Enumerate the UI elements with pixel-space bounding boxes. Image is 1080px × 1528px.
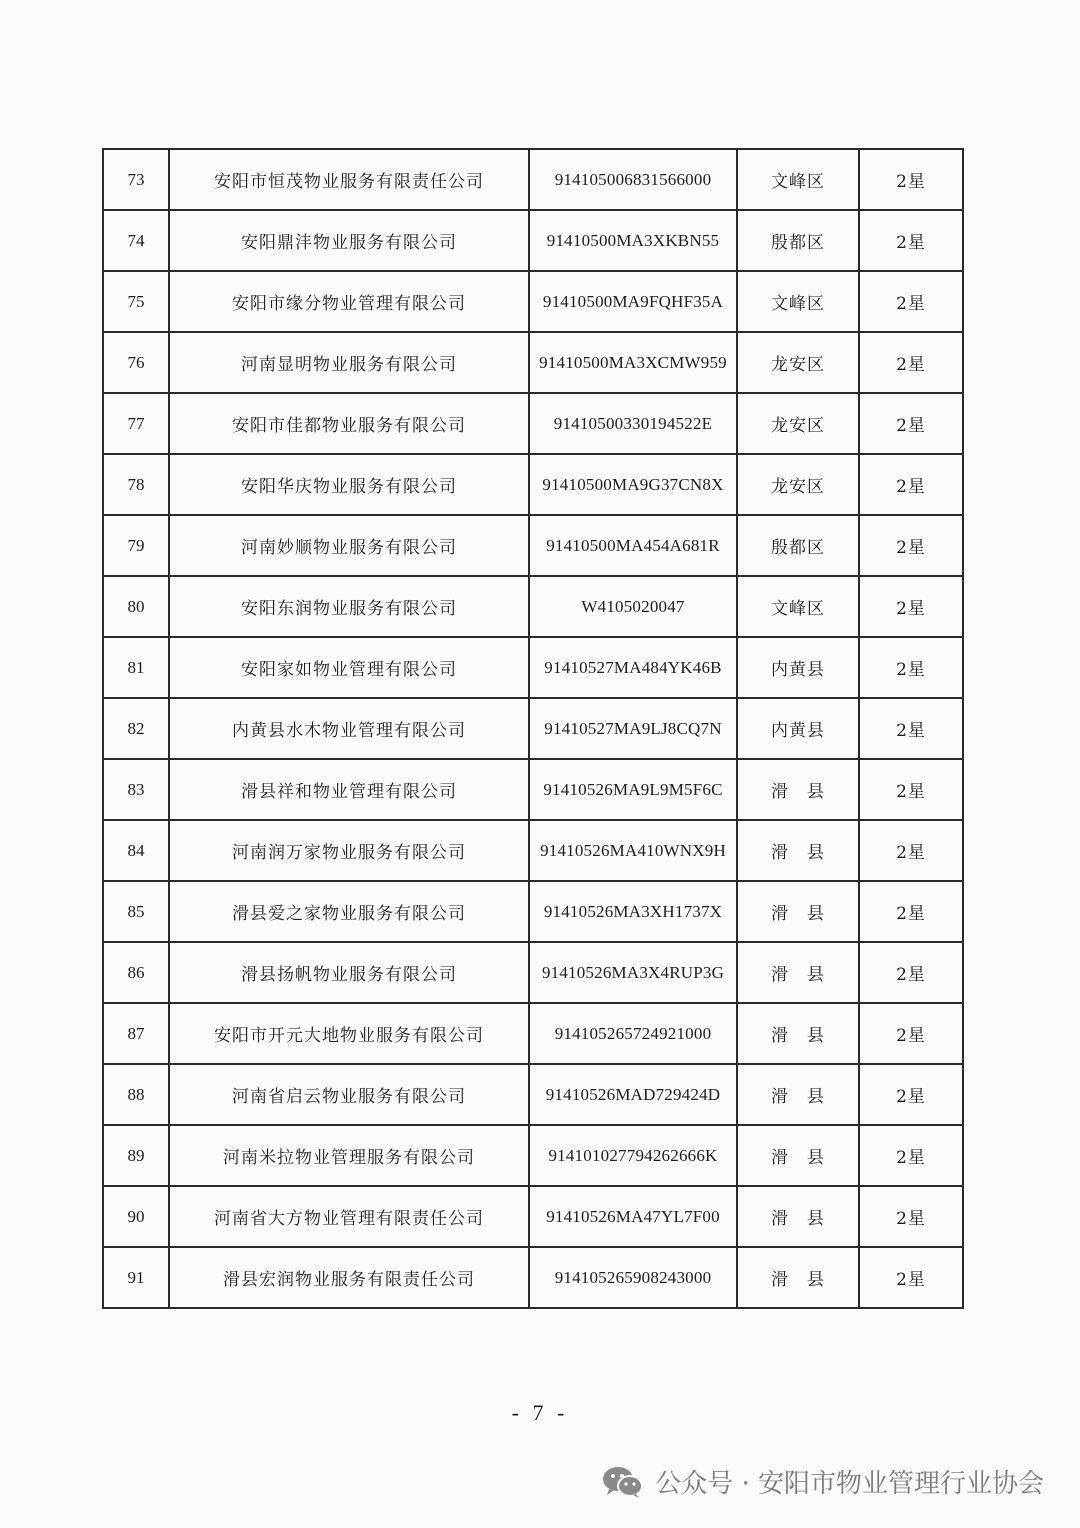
district: 龙安区 [737, 454, 859, 515]
district: 滑 县 [737, 759, 859, 820]
star-rating: 2星 [859, 820, 963, 881]
district: 滑 县 [737, 1064, 859, 1125]
star-rating: 2星 [859, 393, 963, 454]
row-number: 86 [103, 942, 169, 1003]
credit-code: 914105265724921000 [529, 1003, 737, 1064]
credit-code: 91410527MA484YK46B [529, 637, 737, 698]
table-row [103, 637, 963, 698]
district: 内黄县 [737, 637, 859, 698]
district: 文峰区 [737, 149, 859, 210]
row-number: 89 [103, 1125, 169, 1186]
table-row [103, 210, 963, 271]
credit-code: 91410526MAD729424D [529, 1064, 737, 1125]
district: 殷都区 [737, 210, 859, 271]
row-number: 84 [103, 820, 169, 881]
row-number: 85 [103, 881, 169, 942]
table-row [103, 1064, 963, 1125]
credit-code: 91410526MA410WNX9H [529, 820, 737, 881]
star-rating: 2星 [859, 1247, 963, 1308]
star-rating: 2星 [859, 515, 963, 576]
star-rating: 2星 [859, 942, 963, 1003]
company-name: 滑县祥和物业管理有限公司 [169, 759, 529, 820]
district: 滑 县 [737, 1247, 859, 1308]
page-number: - 7 - [511, 1400, 569, 1425]
row-number: 73 [103, 149, 169, 210]
star-rating: 2星 [859, 1186, 963, 1247]
star-rating: 2星 [859, 271, 963, 332]
district: 龙安区 [737, 332, 859, 393]
credit-code: W4105020047 [529, 576, 737, 637]
company-name: 河南省大方物业管理有限责任公司 [169, 1186, 529, 1247]
company-name: 安阳市恒茂物业服务有限责任公司 [169, 149, 529, 210]
wechat-icon [601, 1464, 645, 1500]
company-name: 安阳家如物业管理有限公司 [169, 637, 529, 698]
table-row [103, 332, 963, 393]
table-row [103, 271, 963, 332]
row-number: 79 [103, 515, 169, 576]
company-name: 安阳市缘分物业管理有限公司 [169, 271, 529, 332]
row-number: 91 [103, 1247, 169, 1308]
star-rating: 2星 [859, 698, 963, 759]
watermark-text: 公众号 · 安阳市物业管理行业协会 [655, 1469, 1044, 1499]
table-row [103, 698, 963, 759]
company-name: 安阳华庆物业服务有限公司 [169, 454, 529, 515]
row-number: 87 [103, 1003, 169, 1064]
district: 内黄县 [737, 698, 859, 759]
district: 滑 县 [737, 1003, 859, 1064]
district: 滑 县 [737, 1125, 859, 1186]
row-number: 78 [103, 454, 169, 515]
enterprise-table [102, 148, 962, 1309]
table-row [103, 759, 963, 820]
table-row [103, 1125, 963, 1186]
credit-code: 91410500MA3XKBN55 [529, 210, 737, 271]
credit-code: 914105006831566000 [529, 149, 737, 210]
district: 文峰区 [737, 576, 859, 637]
credit-code: 914101027794262666K [529, 1125, 737, 1186]
table-row [103, 515, 963, 576]
company-name: 河南米拉物业管理服务有限公司 [169, 1125, 529, 1186]
row-number: 88 [103, 1064, 169, 1125]
credit-code: 91410500330194522E [529, 393, 737, 454]
table-body [103, 149, 963, 1308]
table-row [103, 820, 963, 881]
company-name: 内黄县水木物业管理有限公司 [169, 698, 529, 759]
company-name: 河南省启云物业服务有限公司 [169, 1064, 529, 1125]
star-rating: 2星 [859, 149, 963, 210]
company-name: 安阳鼎沣物业服务有限公司 [169, 210, 529, 271]
company-name: 河南妙顺物业服务有限公司 [169, 515, 529, 576]
table-row [103, 1186, 963, 1247]
table-row [103, 393, 963, 454]
company-name: 安阳市佳都物业服务有限公司 [169, 393, 529, 454]
company-name: 滑县宏润物业服务有限责任公司 [169, 1247, 529, 1308]
star-rating: 2星 [859, 881, 963, 942]
district: 滑 县 [737, 881, 859, 942]
district: 滑 县 [737, 942, 859, 1003]
credit-code: 91410500MA9G37CN8X [529, 454, 737, 515]
star-rating: 2星 [859, 454, 963, 515]
table-row [103, 454, 963, 515]
star-rating: 2星 [859, 1125, 963, 1186]
star-rating: 2星 [859, 332, 963, 393]
star-rating: 2星 [859, 1064, 963, 1125]
company-name: 滑县爱之家物业服务有限公司 [169, 881, 529, 942]
row-number: 82 [103, 698, 169, 759]
star-rating: 2星 [859, 576, 963, 637]
credit-code: 91410526MA3X4RUP3G [529, 942, 737, 1003]
district: 殷都区 [737, 515, 859, 576]
row-number: 76 [103, 332, 169, 393]
star-rating: 2星 [859, 637, 963, 698]
watermark [601, 1463, 1044, 1500]
company-name: 滑县扬帆物业服务有限公司 [169, 942, 529, 1003]
row-number: 83 [103, 759, 169, 820]
company-name: 河南润万家物业服务有限公司 [169, 820, 529, 881]
credit-code: 91410526MA47YL7F00 [529, 1186, 737, 1247]
table-row [103, 942, 963, 1003]
credit-code: 91410500MA454A681R [529, 515, 737, 576]
district: 滑 县 [737, 1186, 859, 1247]
table-row [103, 1247, 963, 1308]
credit-code: 91410526MA9L9M5F6C [529, 759, 737, 820]
credit-code: 91410527MA9LJ8CQ7N [529, 698, 737, 759]
credit-code: 91410526MA3XH1737X [529, 881, 737, 942]
row-number: 74 [103, 210, 169, 271]
company-name: 安阳市开元大地物业服务有限公司 [169, 1003, 529, 1064]
row-number: 81 [103, 637, 169, 698]
row-number: 80 [103, 576, 169, 637]
district: 龙安区 [737, 393, 859, 454]
company-name: 河南显明物业服务有限公司 [169, 332, 529, 393]
table-row [103, 149, 963, 210]
credit-code: 914105265908243000 [529, 1247, 737, 1308]
row-number: 77 [103, 393, 169, 454]
row-number: 90 [103, 1186, 169, 1247]
star-rating: 2星 [859, 759, 963, 820]
district: 滑 县 [737, 820, 859, 881]
row-number: 75 [103, 271, 169, 332]
company-name: 安阳东润物业服务有限公司 [169, 576, 529, 637]
credit-code: 91410500MA9FQHF35A [529, 271, 737, 332]
table-row [103, 576, 963, 637]
table-row [103, 1003, 963, 1064]
star-rating: 2星 [859, 210, 963, 271]
star-rating: 2星 [859, 1003, 963, 1064]
table-row [103, 881, 963, 942]
credit-code: 91410500MA3XCMW959 [529, 332, 737, 393]
district: 文峰区 [737, 271, 859, 332]
